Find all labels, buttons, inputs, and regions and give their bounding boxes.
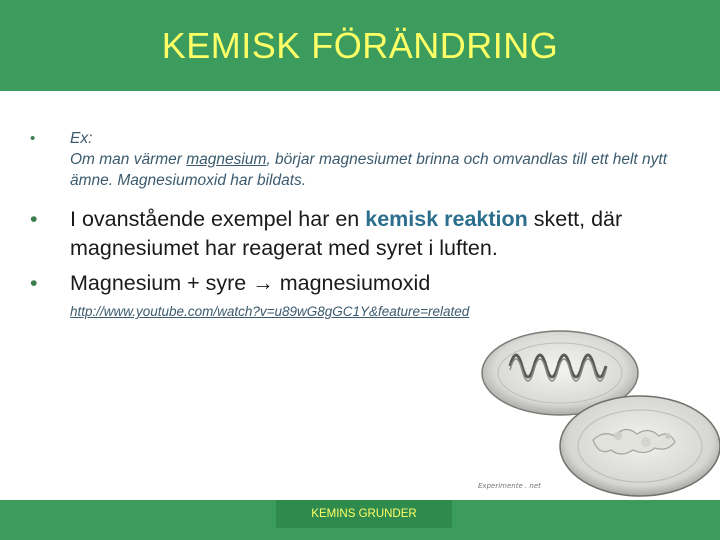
video-link[interactable]: http://www.youtube.com/watch?v=u89wG8gGC1Y&feature=related [70, 304, 470, 319]
magnesium-link[interactable]: magnesium [186, 151, 267, 168]
bullet-marker: • [30, 130, 36, 147]
example-text [70, 149, 700, 191]
slide-content [30, 128, 700, 319]
image-caption: Experimente . net [478, 482, 541, 490]
magnesium-photo-icon [468, 318, 720, 503]
example-text-after: , börjar magnesiumet brinna och omvandlas till ett helt nytt ämne. Magnesiumoxid har bildats. [70, 151, 668, 189]
slide-header [0, 0, 720, 91]
equation-text: Magnesium + syre → magnesiumoxid [70, 271, 431, 295]
bullet-example [30, 128, 700, 191]
reaction-text-after: skett, där magnesiumet har reagerat med syret i luften. [70, 207, 623, 260]
slide-footer [0, 500, 720, 540]
magnesium-photo [468, 318, 720, 503]
reaction-highlight: kemisk reaktion [365, 207, 528, 231]
example-lead: Ex: [70, 130, 93, 147]
footer-label: KEMINS GRUNDER [276, 500, 452, 528]
reaction-text-before: I ovanstående exempel har en [70, 207, 366, 231]
slide-title: KEMISK FÖRÄNDRING [161, 24, 559, 66]
example-text-before: Om man värmer [70, 151, 187, 168]
bullet-marker: • [30, 207, 38, 231]
bullet-equation [30, 269, 700, 298]
bullet-marker: • [30, 271, 38, 295]
bullet-reaction [30, 205, 700, 263]
